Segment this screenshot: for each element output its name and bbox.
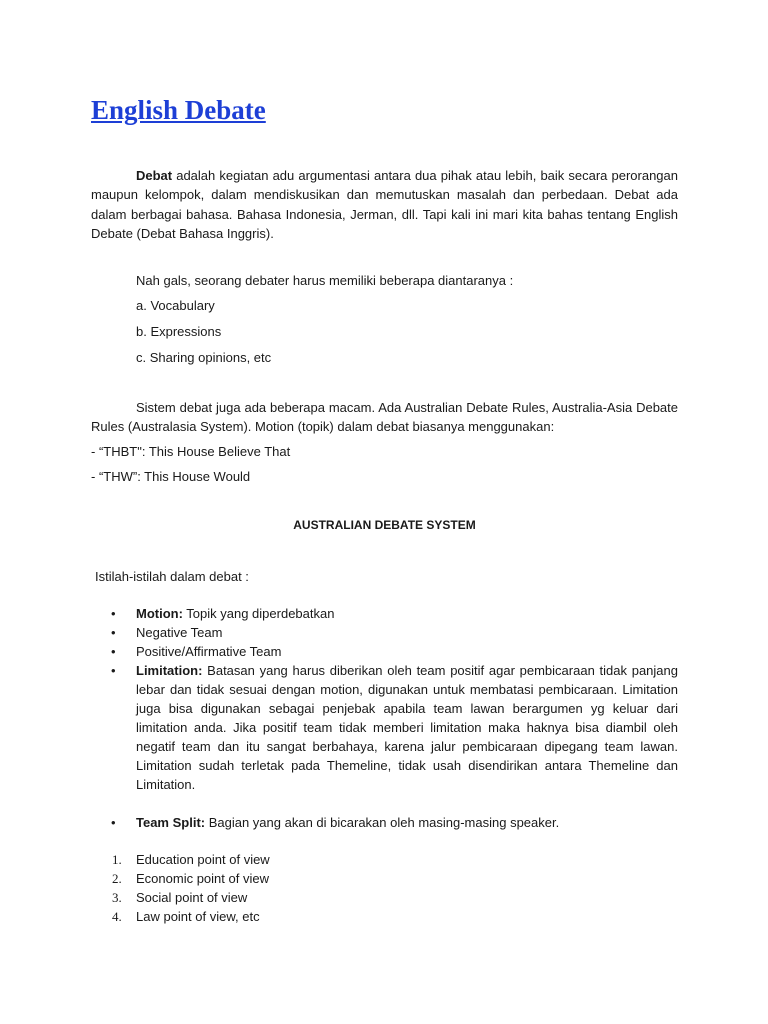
list-item: [91, 850, 678, 869]
bullet-icon: •: [111, 625, 116, 640]
skill-item: a. Vocabulary: [136, 298, 215, 313]
section-heading: AUSTRALIAN DEBATE SYSTEM: [293, 518, 476, 532]
list-item: [91, 813, 678, 832]
bullet-icon: •: [111, 815, 116, 830]
term-label: Motion:: [136, 606, 183, 621]
intro-paragraph: [91, 166, 678, 243]
term-label: Limitation:: [136, 663, 203, 678]
skills-intro: Nah gals, seorang debater harus memiliki beberapa diantaranya :: [136, 273, 514, 288]
item-text: Education point of view: [136, 852, 270, 867]
item-number: 3.: [112, 890, 122, 905]
team-split-list: [91, 813, 678, 832]
list-item: [91, 661, 678, 794]
bullet-icon: •: [111, 606, 116, 621]
term-desc: Batasan yang harus diberikan oleh team positif agar pembicaraan tidak panjang lebar dan tidak sesuai dengan motion, digunakan untuk membatasi pembicaraan. Limitation juga bisa digunakan sebagai penjebak apabila team lawan berargumen yg keluar dari limitation anda. Jika positif team tidak memberi limitation maka haknya bisa diambil oleh negatif team dan itu sangat berbahaya, karena jalur pembicaraan dipegang team lawan. Limitation sudah terletak pada Themeline, tidak usah disendirikan antara Themeline dan Limitation.: [136, 663, 678, 792]
terms-intro: Istilah-istilah dalam debat :: [95, 569, 249, 584]
term-desc: Negative Team: [136, 625, 223, 640]
list-item: [91, 642, 678, 661]
system-paragraph: Sistem debat juga ada beberapa macam. Ada Australian Debate Rules, Australia-Asia Debate Rules (Australasia System). Motion (topik) dalam debat biasanya menggunakan:: [91, 400, 678, 435]
thw-line: - “THW”: This House Would: [91, 469, 251, 484]
term-desc: Topik yang diperdebatkan: [182, 606, 335, 621]
page-title[interactable]: English Debate: [91, 95, 266, 125]
skill-item: c. Sharing opinions, etc: [136, 350, 272, 365]
item-number: 1.: [112, 852, 122, 867]
item-number: 4.: [112, 909, 122, 924]
intro-text: adalah kegiatan adu argumentasi antara dua pihak atau lebih, baik secara perorangan maupun kelompok, dalam mendiskusikan dan memutuskan masalah dan perbedaan. Debat ada dalam berbagai bahasa. Bahasa Indonesia, Jerman, dll. Tapi kali ini mari kita bahas tentang English Debate (Debat Bahasa Inggris).: [91, 168, 678, 241]
bullet-icon: •: [111, 663, 116, 678]
term-desc: Bagian yang akan di bicarakan oleh masing-masing speaker.: [205, 815, 560, 830]
list-item: [91, 888, 678, 907]
thbt-line: - “THBT": This House Believe That: [91, 444, 291, 459]
list-item: [91, 623, 678, 642]
skill-item: b. Expressions: [136, 324, 222, 339]
term-label: Team Split:: [136, 815, 206, 830]
list-item: [91, 869, 678, 888]
item-text: Social point of view: [136, 890, 248, 905]
terms-list: [91, 604, 678, 794]
list-item: [91, 907, 678, 926]
points-list: [91, 850, 678, 926]
intro-lead: Debat: [136, 168, 173, 183]
item-text: Economic point of view: [136, 871, 269, 886]
term-desc: Positive/Affirmative Team: [136, 644, 282, 659]
item-number: 2.: [112, 871, 122, 886]
bullet-icon: •: [111, 644, 116, 659]
item-text: Law point of view, etc: [136, 909, 260, 924]
list-item: [91, 604, 678, 623]
